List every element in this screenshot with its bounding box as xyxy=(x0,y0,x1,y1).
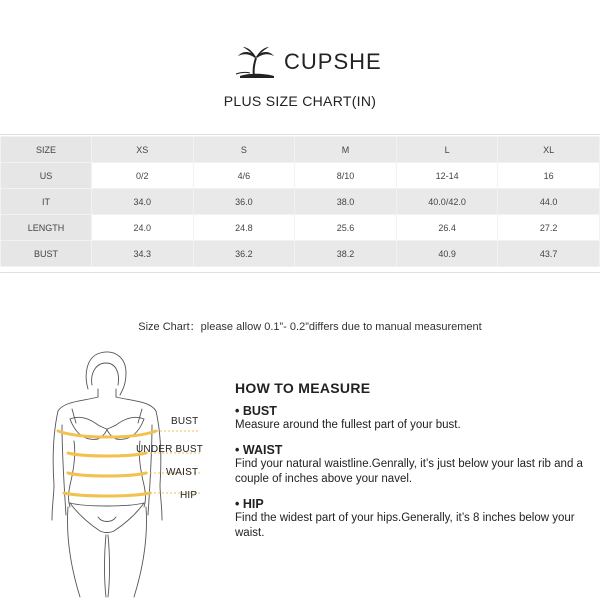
table-cell: 38.0 xyxy=(295,189,397,215)
table-cell: LENGTH xyxy=(1,215,92,241)
table-row xyxy=(1,163,600,189)
table-cell: US xyxy=(1,163,92,189)
divider xyxy=(0,134,600,135)
table-cell: 34.3 xyxy=(92,241,194,267)
waist-instruction: Find your natural waistline.Genrally, it’s just below your last rib and a couple of inches above your navel. xyxy=(235,458,583,485)
hip-heading: • HIP xyxy=(235,497,264,511)
how-to-measure-title: HOW TO MEASURE xyxy=(235,380,371,396)
waist-heading: • WAIST xyxy=(235,443,283,457)
table-cell: BUST xyxy=(1,241,92,267)
under-bust-label: UNDER BUST xyxy=(136,444,204,455)
table-cell: M xyxy=(295,137,397,163)
table-header-row xyxy=(1,137,600,163)
table-cell: 24.0 xyxy=(92,215,194,241)
table-cell: 34.0 xyxy=(92,189,194,215)
table-cell: XL xyxy=(498,137,600,163)
table-cell: SIZE xyxy=(1,137,92,163)
table-cell: 4/6 xyxy=(193,163,295,189)
bust-heading: • BUST xyxy=(235,404,277,418)
table-row xyxy=(1,215,600,241)
waist-label: WAIST xyxy=(166,467,199,478)
table-cell: 36.2 xyxy=(193,241,295,267)
brand-logo xyxy=(234,44,382,80)
table-cell: 16 xyxy=(498,163,600,189)
table-cell: 43.7 xyxy=(498,241,600,267)
table-cell: XS xyxy=(92,137,194,163)
table-cell: IT xyxy=(1,189,92,215)
table-cell: 26.4 xyxy=(396,215,498,241)
table-cell: 40.0/42.0 xyxy=(396,189,498,215)
table-cell: 44.0 xyxy=(498,189,600,215)
palm-tree-icon xyxy=(234,44,278,80)
bust-instruction: Measure around the fullest part of your bust. xyxy=(235,419,461,431)
table-cell: 40.9 xyxy=(396,241,498,267)
hip-instruction: Find the widest part of your hips.Generally, it’s 8 inches below your waist. xyxy=(235,512,575,539)
table-cell: 27.2 xyxy=(498,215,600,241)
table-cell: 24.8 xyxy=(193,215,295,241)
how-to-measure-section xyxy=(235,380,585,541)
table-row xyxy=(1,241,600,267)
measurement-note: Size Chart：please allow 0.1”- 0.2”differs due to manual measurement xyxy=(138,321,482,333)
table-row xyxy=(1,189,600,215)
divider xyxy=(0,272,600,273)
size-table xyxy=(0,136,600,267)
table-cell: 25.6 xyxy=(295,215,397,241)
size-chart-title: PLUS SIZE CHART(IN) xyxy=(223,93,377,109)
brand-name: CUPSHE xyxy=(284,49,382,74)
table-cell: 36.0 xyxy=(193,189,295,215)
table-cell: 0/2 xyxy=(92,163,194,189)
table-cell: 12-14 xyxy=(396,163,498,189)
hip-label: HIP xyxy=(180,490,198,501)
bust-label: BUST xyxy=(171,416,199,427)
table-cell: L xyxy=(396,137,498,163)
table-cell: S xyxy=(193,137,295,163)
table-cell: 8/10 xyxy=(295,163,397,189)
table-cell: 38.2 xyxy=(295,241,397,267)
